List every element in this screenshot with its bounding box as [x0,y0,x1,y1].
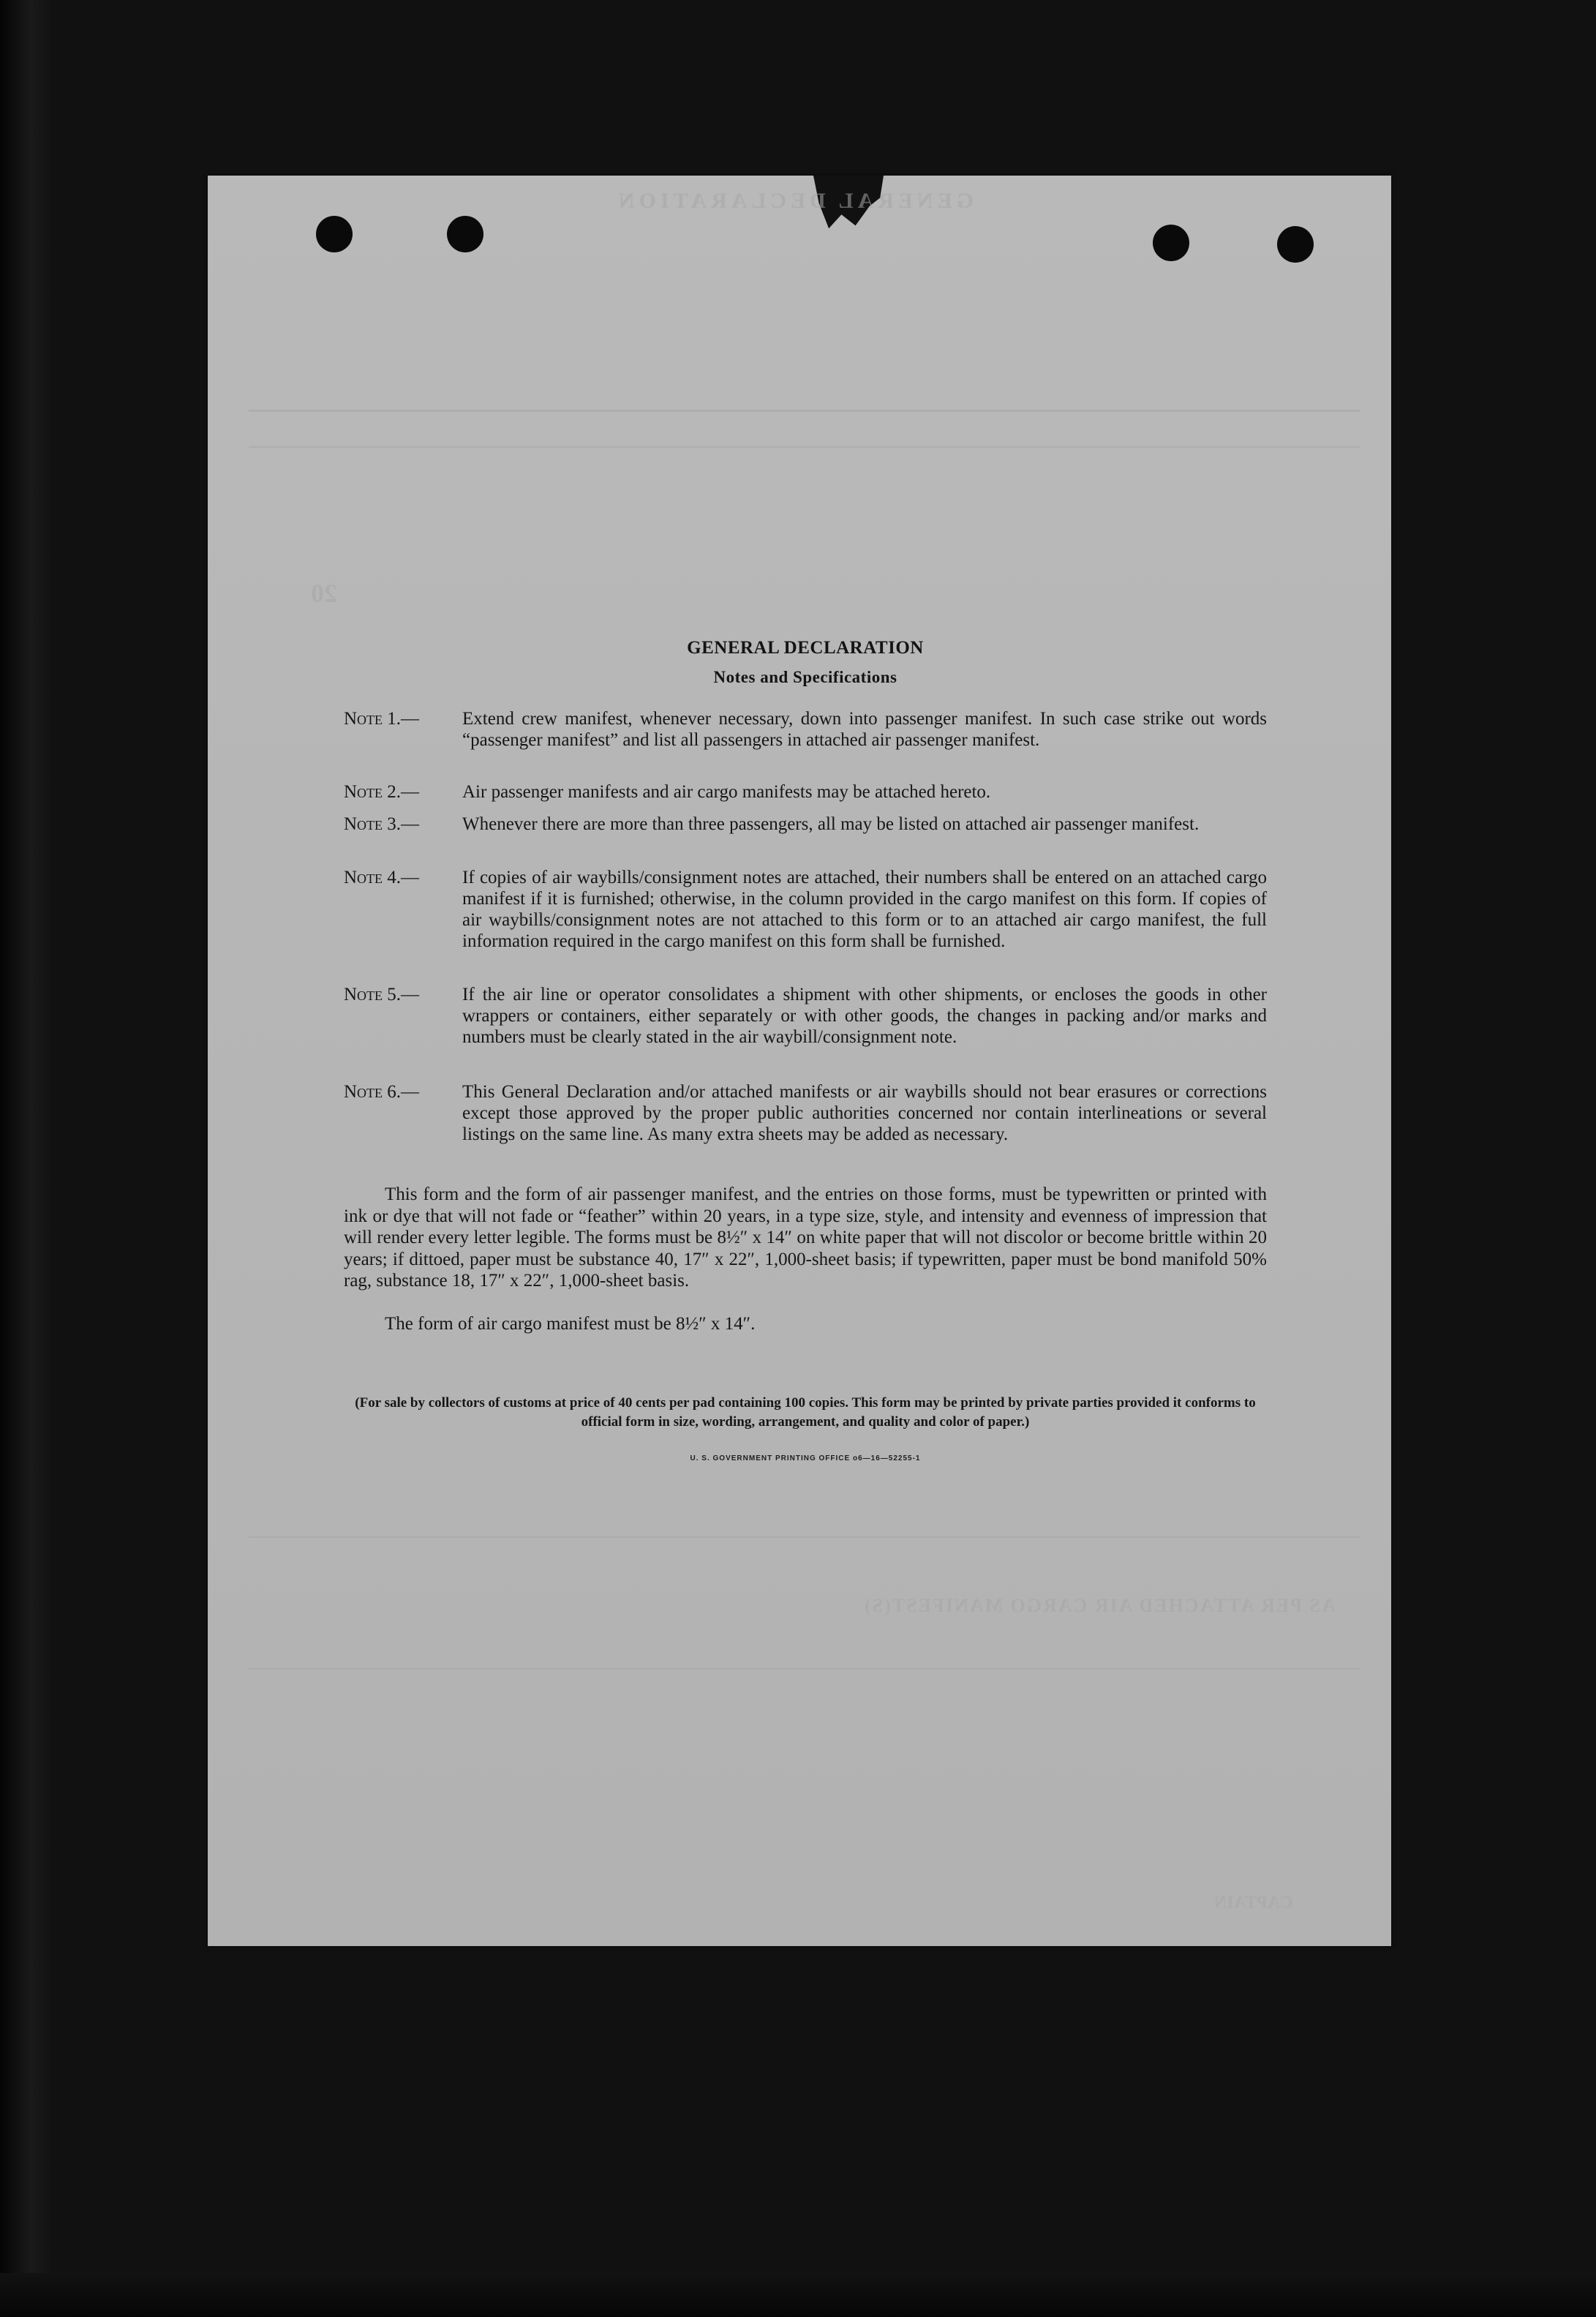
note-text: This General Declaration and/or attached manifests or air waybills should not bear erasures or corrections except those approved by the proper public authorities concerned nor contain interlineations or several listings on the same line. As many extra sheets may be added as necessary. [462,1082,1267,1144]
bleed-through-rule [249,446,1360,448]
note-label: Note 4.— [344,868,420,887]
bleed-through-rule [249,410,1360,412]
document-sheet [208,176,1391,1946]
note-label: Note 6.— [344,1082,420,1102]
sale-notice: (For sale by collectors of customs at price of 40 cents per pad containing 100 copies. This form may be printed by private parties provided it conforms to official form in size, wording, arrangement, and quality and color of paper.) [355,1395,1256,1430]
printing-office-line: U. S. GOVERNMENT PRINTING OFFICE o6—16—52255-1 [690,1454,921,1462]
note-label: Note 2.— [344,782,420,802]
bleed-through-rule [249,1536,1360,1538]
note-text: Whenever there are more than three passengers, all may be listed on attached air passenger manifest. [462,814,1200,834]
note-text: Air passenger manifests and air cargo manifests may be attached hereto. [462,782,991,802]
film-edge-bottom [0,2273,1596,2317]
bleed-through-rule [249,1668,1360,1670]
film-edge-left [0,0,51,2317]
note-label: Note 3.— [344,814,420,834]
page-subtitle: Notes and Specifications [713,668,897,686]
cargo-manifest-size-line: The form of air cargo manifest must be 8½″ x 14″. [385,1314,756,1334]
bleed-through-header: GENERAL DECLARATION [614,189,974,213]
note-text: If the air line or operator consolidates a shipment with other shipments, or encloses the goods in other wrappers or containers, either separately or with other goods, the changes in packing and/or marks and numbers must be clearly stated in the air waybill/consignment note. [462,985,1267,1047]
punch-hole-right-2 [1277,226,1314,263]
punch-hole-left-1 [316,216,353,252]
paper-specification-paragraph: This form and the form of air passenger manifest, and the entries on those forms, must be typewritten or printed with ink or dye that will not fade or “feather” within 20 years, in a type size, style, and intensity and evenness of impression that will render every letter legible. The forms must be 8½″ x 14″ on white paper that will not discolor or become brittle within 20 years; if dittoed, paper must be substance 40, 17″ x 22″, 1,000-sheet basis; if typewritten, paper must be bond manifold 50% rag, substance 18, 17″ x 22″, 1,000-sheet basis. [344,1184,1267,1291]
bleed-through-cargo-heading: AS PER ATTACHED AIR CARGO MANIFEST(S) [863,1595,1336,1616]
punch-hole-right-1 [1153,225,1189,261]
note-text: Extend crew manifest, whenever necessary, down into passenger manifest. In such case strike out words “passenger manifest” and list all passengers in attached air passenger manifest. [462,709,1267,750]
punch-hole-left-2 [447,216,483,252]
note-label: Note 1.— [344,709,420,729]
note-label: Note 5.— [344,985,420,1004]
bleed-through-captain: CAPTAIN [1214,1893,1293,1912]
note-text: If copies of air waybills/consignment notes are attached, their numbers shall be entered on an attached cargo manifest if it is furnished; otherwise, in the column provided in the cargo manifest on this form. If copies of air waybills/consignment notes are not attached to this form or to an attached air cargo manifest, the full information required in the cargo manifest on this form shall be furnished. [462,868,1267,951]
bleed-through-side-mark: 20 [311,579,337,608]
page-title: GENERAL DECLARATION [687,638,924,658]
